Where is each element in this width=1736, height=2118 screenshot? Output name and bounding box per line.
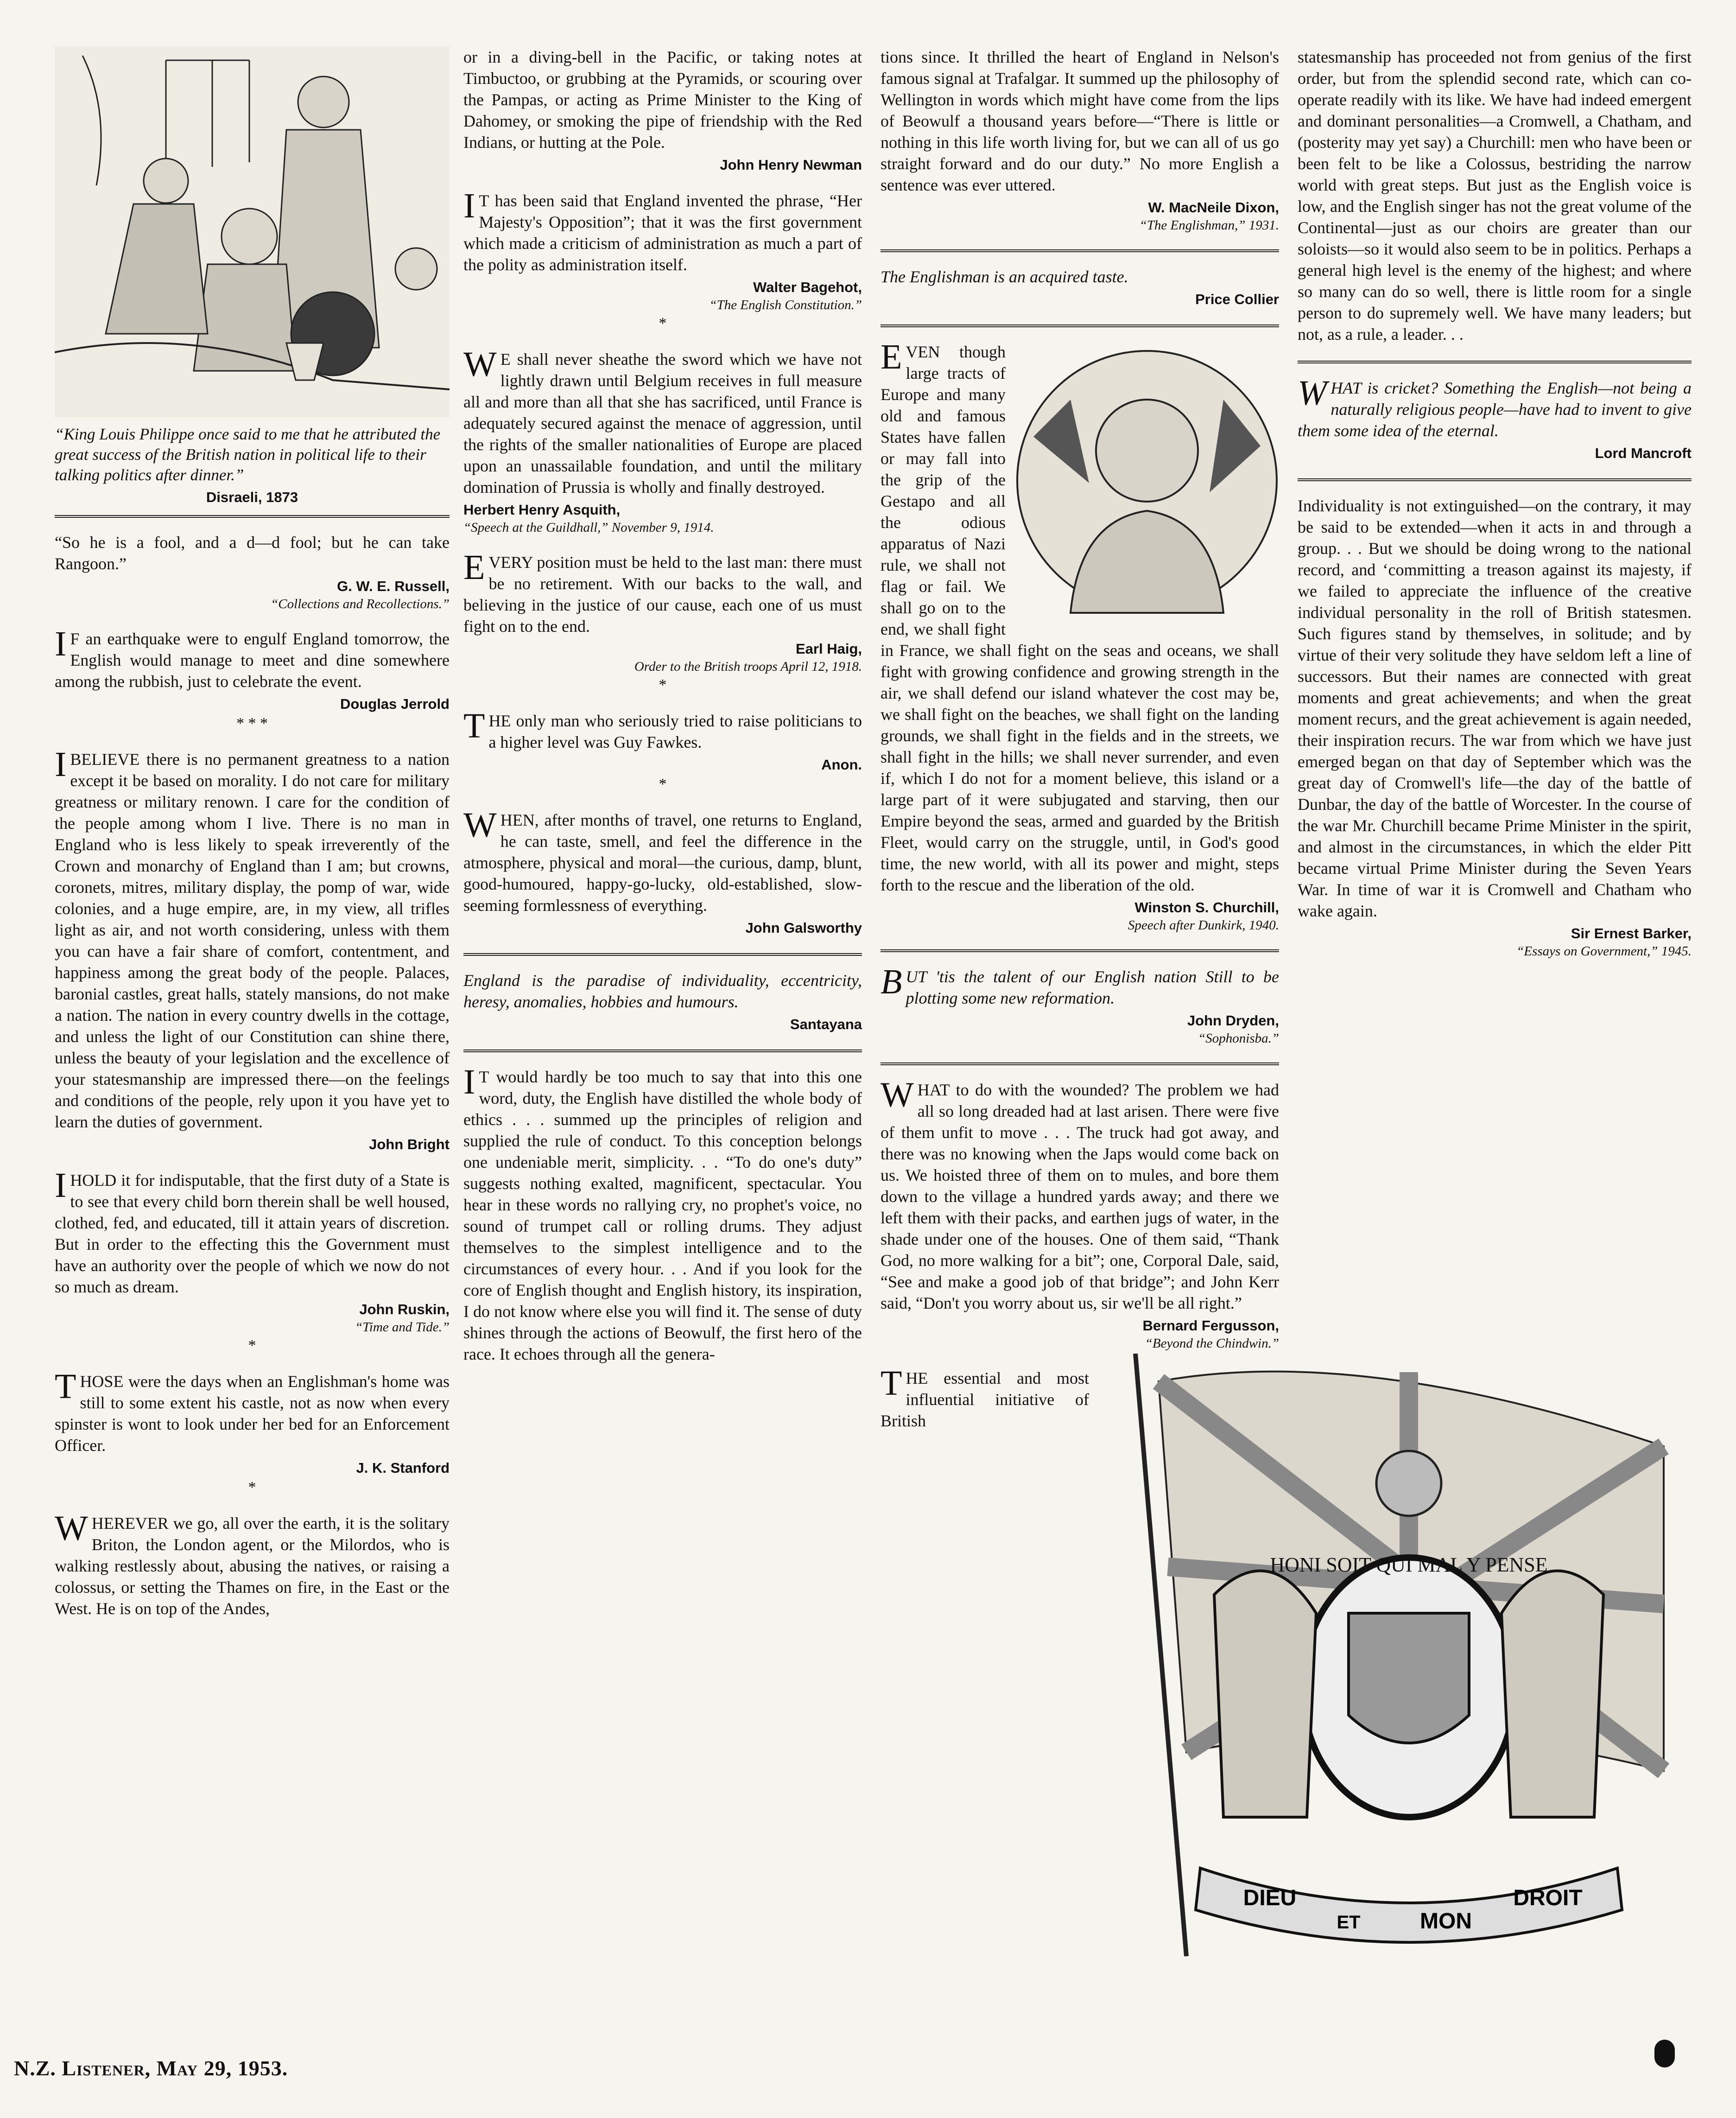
royal-coat-of-arms-illustration: [1131, 1354, 1687, 1989]
quote-source: “Speech at the Guildhall,” November 9, 1914.: [463, 520, 714, 535]
column-4: [1298, 46, 1692, 975]
divider: [1298, 478, 1692, 481]
quote-author: G. W. E. Russell,: [337, 578, 450, 594]
quote-churchill: [881, 337, 1279, 934]
quote-text: tions since. It thrilled the heart of England in Nelson's famous signal at Trafalgar. It summed up the philosophy of Wellington in words which might have come from the lips of Beowulf a thousand years before—“There is little or nothing in this life worth living for, but we can all of us go straight forward and do our duty.” No more English a sentence was ever uttered.: [881, 48, 1279, 194]
quote-bright: [55, 745, 450, 1154]
quote-author: Lord Mancroft: [1595, 445, 1692, 461]
quote-author: Herbert Henry Asquith,: [463, 502, 621, 518]
quote-text: EVEN though large tracts of Europe and many old and famous States have fallen or may fall into the grip of the Gestapo and all the odious apparatus of Nazi rule, we shall not flag or fail. We shall go on to the end, we shall fight in France, we shall fight on the seas and oceans, we shall fight with growing confidence and growing strength in the air, we shall defend our island whatever the cost may be, we shall fight on the beaches, we shall fight on the landing grounds, we shall fight in the fields and in the streets, we shall fight in the hills; we shall never surrender, and even if, which I do not for a moment believe, this island or a large part of it were subjugated and starving, then our Empire beyond the seas, armed and guarded by the British Fleet, would carry on the struggle, until, in God's good time, the new world, with all its power and might, steps forth to the rescue and the liberation of the old.: [881, 337, 1279, 894]
quote-author: Douglas Jerrold: [340, 696, 450, 712]
quote-text: IBELIEVE there is no permanent greatness to a nation except it be based on morality. I do not care for military greatness or military renown. I care for the condition of the people among whom I live. There is no man in England who is less likely to speak irreverently of the Crown and monarchy of England than I am; but crowns, coronets, mitres, military display, the pomp of war, wide colonies, and a huge empire, are, in my view, all trifles light as air, and not worth considering, unless with them you can have a fair share of comfort, contentment, and happiness among the great body of the people. Palaces, baronial castles, great halls, stately mansions, do not make a nation. The nation in every country dwells in the cottage, and unless the light of our Constitution can shine there, unless the beauty of your legislation and the excellence of your statesmanship are impressed there—on the feelings and conditions of the people, rely upon it you have yet to learn the duties of government.: [55, 745, 450, 1131]
quote-newman: [463, 46, 862, 174]
quote-text: or in a diving-bell in the Pacific, or taking notes at Timbuctoo, or grubbing at the Pyramids, or scouring over the Pampas, or acting as Prime Minister to the King of Dahomey, or smoking the pipe of friendship with the Red Indians, or hutting at the Pole.: [463, 48, 862, 152]
quote-source: “The English Constitution.”: [709, 298, 862, 312]
quote-author: J. K. Stanford: [356, 1460, 450, 1476]
page-footer: [14, 2056, 288, 2080]
quote-bagehot: [463, 186, 862, 333]
column-1: [55, 46, 450, 1635]
divider: [463, 953, 862, 956]
quote-barker-individuality: [1298, 495, 1692, 960]
motto-word: MON: [1420, 1909, 1472, 1934]
disraeli-head: [298, 76, 349, 127]
quote-duty: [463, 1062, 862, 1365]
publication-date: May 29, 1953.: [156, 2056, 288, 2080]
quote-source: “Beyond the Chindwin.”: [1145, 1336, 1279, 1351]
crown: [1376, 1451, 1441, 1516]
quote-text: THE only man who seriously tried to raise politicians to a higher level was Guy Fawkes.: [463, 706, 862, 751]
quote-fawkes: [463, 706, 862, 794]
quote-text: “So he is a fool, and a d—d fool; but he can take Rangoon.”: [55, 533, 450, 573]
publication-name: N.Z. Listener,: [14, 2056, 151, 2080]
diner-head-3: [395, 248, 437, 290]
quote-author: W. MacNeile Dixon,: [1148, 199, 1279, 216]
quote-galsworthy: [463, 806, 862, 937]
quote-collier: [881, 266, 1279, 309]
divider: [881, 324, 1279, 327]
churchill-portrait-illustration: [1015, 344, 1279, 617]
quote-barker-cont: [1298, 46, 1692, 345]
quote-source: “Sophonisba.”: [1198, 1031, 1279, 1046]
quote-text: WHEREVER we go, all over the earth, it is the solitary Briton, the London agent, or the Milordos, who is walking restlessly about, abusing the natives, or raising a colossus, or setting the Thames on fire, in the East or the West. He is on top of the Andes,: [55, 1509, 450, 1618]
quote-asquith: [463, 345, 862, 536]
quote-text: WHAT is cricket? Something the English—not being a naturally religious people—have had to invent to give them some idea of the eternal.: [1298, 374, 1692, 440]
quote-text: IHOLD it for indisputable, that the first duty of a State is to see that every child born therein shall be well housed, clothed, fed, and educated, till it attain years of discretion. But in order to the effecting this the Government must have an authority over the people of which we now do not so much as dream.: [55, 1166, 450, 1296]
quote-text: WHEN, after months of travel, one returns to England, he can taste, smell, and feel the difference in the atmosphere, physical and moral—the curious, damp, blunt, good-humoured, happy-go-lucky, old-established, slow-seeming formlessness of everything.: [463, 806, 862, 915]
quote-russell: [55, 532, 450, 612]
quote-dixon: [881, 46, 1279, 234]
disraeli-attribution: Disraeli, 1873: [206, 489, 298, 505]
quote-stanford: [55, 1367, 450, 1497]
quote-haig: [463, 548, 862, 694]
quote-author: Walter Bagehot,: [753, 279, 862, 295]
separator-star: *: [659, 676, 667, 693]
motto-word: DROIT: [1513, 1886, 1583, 1910]
quote-author: John Ruskin,: [359, 1301, 450, 1317]
quote-text: THOSE were the days when an Englishman's home was still to some extent his castle, not as now when every spinster is wont to look under her bed for an Enforcement Officer.: [55, 1367, 450, 1455]
quote-author: Winston S. Churchill,: [1134, 899, 1279, 916]
divider: [1298, 361, 1692, 363]
garter-motto-text: HONI SOIT QUI MAL Y PENSE: [1270, 1553, 1548, 1576]
quote-fergusson: [881, 1075, 1279, 1352]
diner-head-2: [144, 159, 188, 203]
quote-text: EVERY position must be held to the last man: there must be no retirement. With our backs to the wall, and believing in the justice of our cause, each one of us must fight on to the end.: [463, 548, 862, 636]
quote-author: Santayana: [790, 1016, 862, 1032]
churchill-head: [1096, 400, 1198, 502]
quote-source: “Time and Tide.”: [355, 1320, 450, 1335]
divider: [55, 515, 450, 518]
quote-author: Anon.: [821, 757, 862, 773]
quote-text: WE shall never sheathe the sword which we have not lightly drawn until Belgium receives in full measure all and more than all that she has sacrificed, until France is adequately secured against the menace of aggression, until the rights of the smaller nationalities of Europe are placed upon an unassailable foundation, and until the military domination of Prussia is wholly and finally destroyed.: [463, 345, 862, 496]
quote-source: “Collections and Recollections.”: [271, 597, 450, 611]
quote-author: John Henry Newman: [720, 157, 862, 173]
shield: [1349, 1613, 1469, 1743]
quote-ruskin: [55, 1166, 450, 1355]
quote-dryden: [881, 962, 1279, 1047]
disraeli-caption: “King Louis Philippe once said to me that he attributed the great success of the British nation in political life to their talking politics after dinner.”: [55, 425, 441, 484]
diner-body-1: [194, 264, 296, 371]
separator-star: *: [659, 776, 667, 793]
quote-author: Price Collier: [1195, 291, 1279, 307]
separator-star: *: [248, 1479, 256, 1496]
quote-text: IF an earthquake were to engulf England tomorrow, the English would manage to meet and dine somewhere among the rubbish, just to celebrate the event.: [55, 624, 450, 691]
quote-text: Individuality is not extinguished—on the contrary, it may be said to be extended—when it acts in and through a group. . . But we should be doing wrong to the national record, and ‘committing a treason against its majesty, if we failed to appreciate the influence of the creative individual personality in the roll of British statesmen. Such figures stand by themselves, in solitude; and by virtue of their very solitude they have seldom left a line of successors. But their names are connected with great moments and great achievements; and when the great moment recurs, and the great achievement is again needed, their inspiration recurs. The war from which we have just emerged began on that day of September which was the great day of Cromwell's life—the day of the battle of Dunbar, the day of the battle of Worcester. In the course of the war Mr. Churchill became Prime Minister in the spirit, and almost in the circumstances, in which the elder Pitt became virtual Prime Minister during the Seven Years War. In time of war it is Cromwell and Chatham who wake again.: [1298, 496, 1692, 920]
unicorn-supporter: [1502, 1571, 1603, 1817]
quote-text: The Englishman is an acquired taste.: [881, 267, 1128, 286]
divider: [881, 249, 1279, 252]
quote-text: IT has been said that England invented the phrase, “Her Majesty's Opposition”; that it was the first government which made a criticism of administration as much a part of the polity as administration itself.: [463, 186, 862, 274]
separator-star: *: [248, 1337, 256, 1354]
quote-text: THE essential and most influential initiative of British: [881, 1364, 1089, 1430]
divider: [463, 1049, 862, 1052]
disraeli-dinner-illustration: [55, 46, 450, 417]
diner-head-1: [222, 209, 277, 264]
lion-supporter: [1214, 1571, 1316, 1817]
quote-author: Sir Ernest Barker,: [1571, 925, 1692, 941]
quote-author: John Dryden,: [1187, 1012, 1279, 1029]
separator-star: *: [659, 315, 667, 332]
quote-text: statesmanship has proceeded not from genius of the first order, but from the splendid second rate, which can co-operate readily with its like. We have had indeed emergent and dominant personalities—a Cromwell, a Chatham, and (posterity may yet say) a Churchill: men who have been or been felt to be like a Colossus, bestriding the narrow world with great steps. But just as the English voice is low, and the English singer has not the great volume of the Continental—just as our choirs are greater than our soloists—so it would also seem to be in politics. Perhaps a general high level is the enemy of the highest; and where so many can do so well, there is little room for a single person to do supremely well. We have many leaders; but not, as a rule, a leader. . .: [1298, 48, 1692, 343]
column-2: [463, 46, 862, 1380]
quote-source: Speech after Dunkirk, 1940.: [1128, 918, 1279, 933]
quote-author: Earl Haig,: [796, 641, 862, 657]
quote-wherever: [55, 1509, 450, 1619]
quote-author: John Bright: [369, 1136, 450, 1152]
quote-source: “Essays on Government,” 1945.: [1516, 944, 1692, 959]
divider: [881, 1062, 1279, 1065]
quote-jerrold: [55, 624, 450, 733]
quote-text: BUT 'tis the talent of our English nation Still to be plotting some new reformation.: [881, 962, 1279, 1007]
quote-mancroft: [1298, 374, 1692, 463]
quote-text: IT would hardly be too much to say that into this one word, duty, the English have distilled the whole body of ethics . . . summed up the principles of religion and supplied the rule of conduct. To this conception belongs one undeniable merit, simplicity. . . “To do one's duty” suggests nothing exalted, magnificent, spectacular. You hear in these words no rallying cry, no prophet's voice, no sound of trumpet call or rolling drums. They adjust themselves to the simplest intelligence and to the circumstances of every hour. . . And if you look for the core of English thought and English history, its inspiration, I do not know where else you will find it. The sense of duty shines through the actions of Beowulf, the first hero of the race. It echoes through all the genera-: [463, 1062, 862, 1363]
page-number-mark: [1654, 2040, 1675, 2067]
motto-word: DIEU: [1243, 1886, 1297, 1910]
divider: [881, 949, 1279, 952]
quote-santayana: [463, 970, 862, 1034]
motto-word: ET: [1337, 1912, 1361, 1933]
separator-stars: * * *: [236, 715, 268, 732]
column-3: [881, 46, 1279, 1447]
quote-text: England is the paradise of individuality, eccentricity, heresy, anomalies, hobbies and humours.: [463, 971, 862, 1011]
quote-source: Order to the British troops April 12, 1918.: [634, 659, 862, 674]
quote-text: WHAT to do with the wounded? The problem we had all so long dreaded had at last arisen. There were five of them unfit to move . . . The truck had got away, and there was no knowing when the Japs would come back on us. We hoisted three of them on to mules, and bore them down to the village a hundred yards away; and there we left them with their packs, and earthen jugs of water, in the shade under one of the houses. One of them said, “Thank God, no more walking for a bit”; one, Corporal Dale, said, “See and make a good job of that bridge”; and John Kerr said, “Don't you worry about us, sir we'll be all right.”: [881, 1075, 1279, 1312]
quote-author: John Galsworthy: [745, 920, 862, 936]
quote-author: Bernard Fergusson,: [1142, 1317, 1279, 1334]
quote-source: “The Englishman,” 1931.: [1139, 218, 1279, 233]
